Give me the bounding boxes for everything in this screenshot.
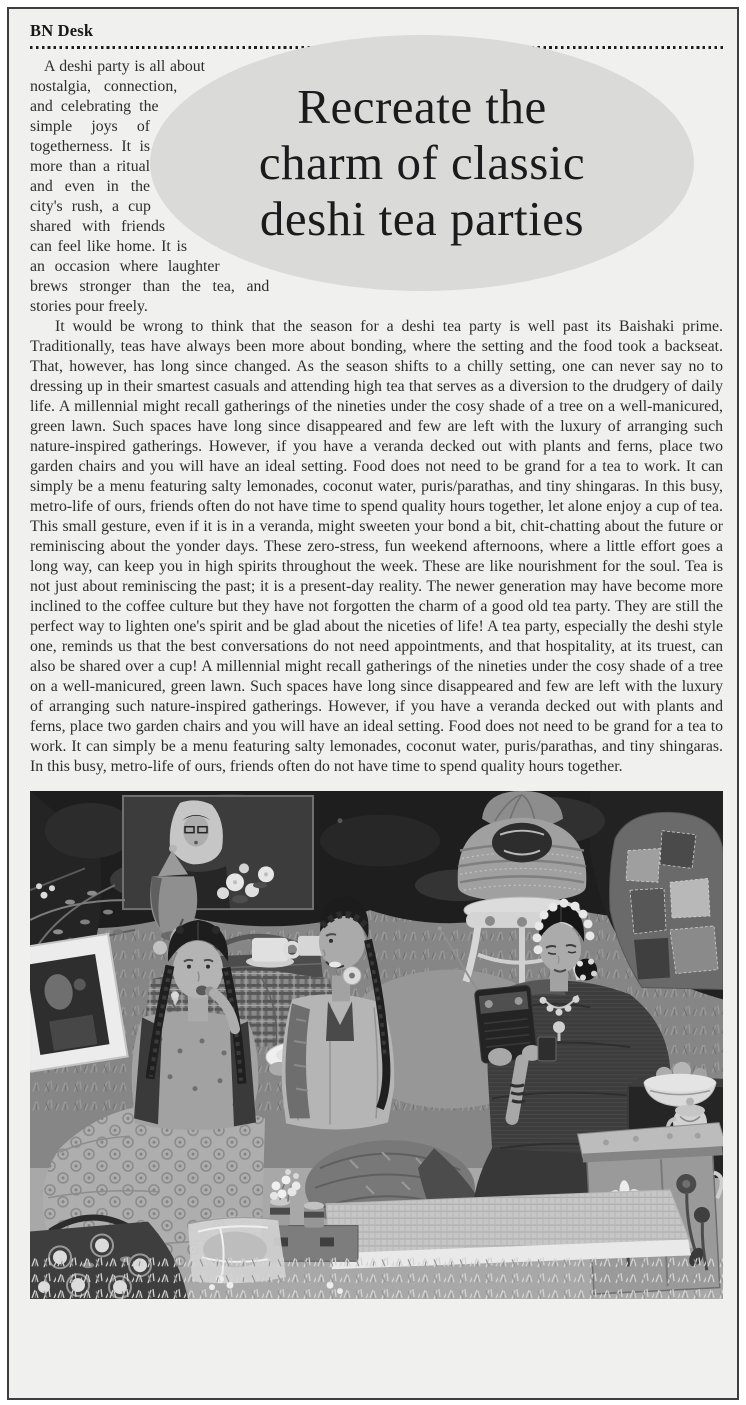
headline-line-3: deshi tea parties xyxy=(259,190,585,246)
headline-wrap xyxy=(150,35,723,291)
tea-party-photo-illustration xyxy=(30,791,723,1299)
newspaper-clipping xyxy=(7,7,739,1400)
foreground-grass xyxy=(30,1257,723,1299)
paragraph-1: A deshi party is all about nostalgia, connection, and celebrating the simple joys of togetherness. It is more than a ritual and even in the city's rush, a cup shared with friends can feel like home. It is an occasion where laughter brews stronger than the tea, and stories pour freely. xyxy=(30,57,270,315)
headline-ellipse xyxy=(150,35,694,291)
byline: BN Desk xyxy=(30,21,94,40)
tea-party-photo xyxy=(30,791,723,1299)
headline-line-1: Recreate the xyxy=(297,78,547,134)
headline-line-2: charm of classic xyxy=(258,134,586,190)
paragraph-2: It would be wrong to think that the season for a deshi tea party is well past its Baishaki prime. Traditionally, teas have always been more about bonding, where the setting and the food took a backseat. That, however, has long since changed. As the season shifts to a chilly setting, one can never say no to dressing up in their smartest casuals and attending high tea that serves as a diversion to the drudgery of daily life. A millennial might recall gatherings of the nineties under the cosy shade of a tree on a well-manicured, green lawn. Such spaces have long since disappeared and few are left with the luxury of arranging such nature-inspired gatherings. However, if you have a veranda decked out with plants and ferns, place two garden chairs and you will have an ideal setting. Food does not need to be grand for a tea to work. It can simply be a menu featuring salty lemonades, coconut water, puris/parathas, and tiny shingaras. In this busy, metro-life of ours, friends often do not have time to spend quality hours together, let alone enjoy a cup of tea. This small gesture, even if it is in a veranda, might sweeten your bond a bit, chit-chatting about the future or reminiscing about the yonder days. These zero-stress, fun weekend afternoons, where a little effort goes a long way, can keep you in high spirits throughout the week. These are like nourishment for the soul. Tea is not just about reminiscing the past; it is a present-day reality. The newer generation may have become more inclined to the coffee culture but they have not forgotten the charm of a good old tea party. They are still the perfect way to lighten one's spirit and be glad about the niceties of life! A tea party, especially the deshi style one, reminds us that the best conversations do not need appointments, and that hospitality, at its truest, can also be shared over a cup! A millennial might recall gatherings of the nineties under the cosy shade of a tree on a well-manicured, green lawn. Such spaces have long since disappeared and few are left with the luxury of arranging such nature-inspired gatherings. However, if you have a veranda decked out with plants and ferns, place two garden chairs and you will have an ideal setting. Food does not need to be grand for a tea to work. It can simply be a menu featuring salty lemonades, coconut water, puris/parathas, and tiny shingaras. In this busy, metro-life of ours, friends often do not have time to spend quality hours together. xyxy=(30,317,723,775)
article-body xyxy=(30,35,723,1299)
